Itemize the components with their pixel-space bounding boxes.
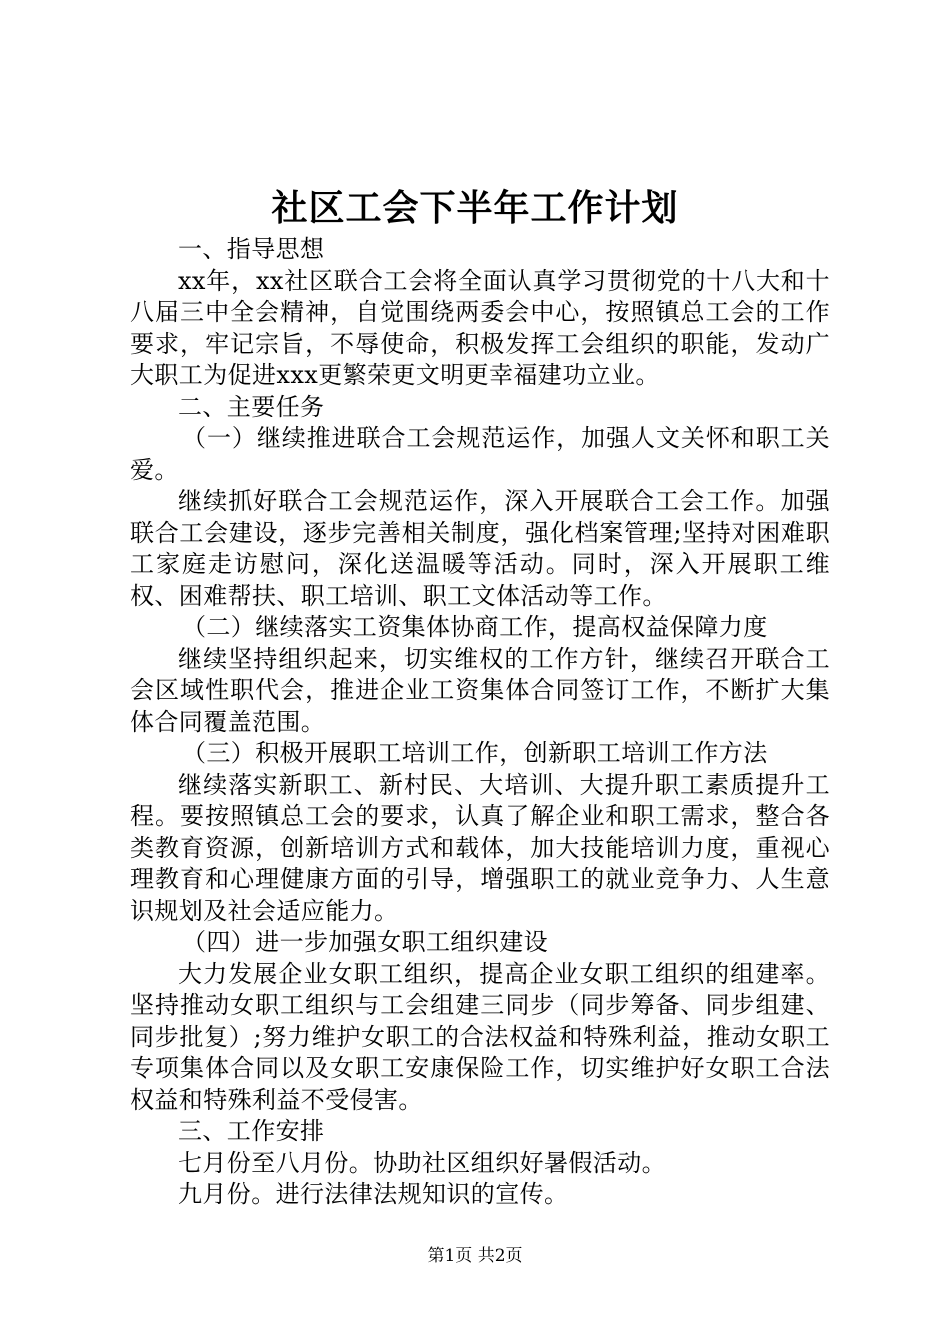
section-heading-guiding-ideology: 一、指导思想 [178,235,325,263]
section-heading-main-tasks: 二、主要任务 [178,392,325,421]
page-number-footer: 第1页 共2页 [427,1246,523,1266]
subheading-task-4: （四）进一步加强女职工组织建设 [182,928,548,956]
paragraph-task-3: 继续落实新职工、新村民、大培训、大提升职工素质提升工程。要按照镇总工会的要求，认真了解企业和职工需求，整合各类教育资源，创新培训方式和载体，加大技能培训力度，重视心理教育和心理健康方面的引导，增强职工的就业竞争力、人生意识规划及社会适应能力。 [130,770,830,925]
schedule-item-september: 九月份。进行法律法规知识的宣传。 [178,1180,569,1208]
subheading-task-2: （二）继续落实工资集体协商工作，提高权益保障力度 [182,613,768,641]
document-title: 社区工会下半年工作计划 [271,187,679,229]
schedule-item-july-august: 七月份至八月份。协助社区组织好暑假活动。 [178,1148,666,1177]
document-body [130,234,830,1211]
paragraph-task-1: 继续抓好联合工会规范运作，深入开展联合工会工作。加强联合工会建设，逐步完善相关制度，强化档案管理;坚持对困难职工家庭走访慰问，深化送温暖等活动。同时，深入开展职工维权、困难帮扶、职工培训、职工文体活动等工作。 [130,487,830,610]
paragraph-guiding-ideology: xx年，xx社区联合工会将全面认真学习贯彻党的十八大和十八届三中全会精神，自觉围绕两委会中心，按照镇总工会的工作要求，牢记宗旨，不辱使命，积极发挥工会组织的职能，发动广大职工为促进xxx更繁荣更文明更幸福建功立业。 [130,266,830,389]
subheading-task-1: （一）继续推进联合工会规范运作，加强人文关怀和职工关爱。 [130,424,830,484]
subheading-task-3: （三）积极开展职工培训工作，创新职工培训工作方法 [182,739,768,767]
section-heading-work-schedule: 三、工作安排 [178,1117,325,1145]
paragraph-task-2: 继续坚持组织起来，切实维权的工作方针，继续召开联合工会区域性职代会，推进企业工资集体合同签订工作，不断扩大集体合同覆盖范围。 [130,644,830,736]
paragraph-task-4: 大力发展企业女职工组织，提高企业女职工组织的组建率。坚持推动女职工组织与工会组建三同步（同步筹备、同步组建、同步批复）;努力维护女职工的合法权益和特殊利益，推动女职工专项集体合同以及女职工安康保险工作，切实维护好女职工合法权益和特殊利益不受侵害。 [130,959,830,1114]
